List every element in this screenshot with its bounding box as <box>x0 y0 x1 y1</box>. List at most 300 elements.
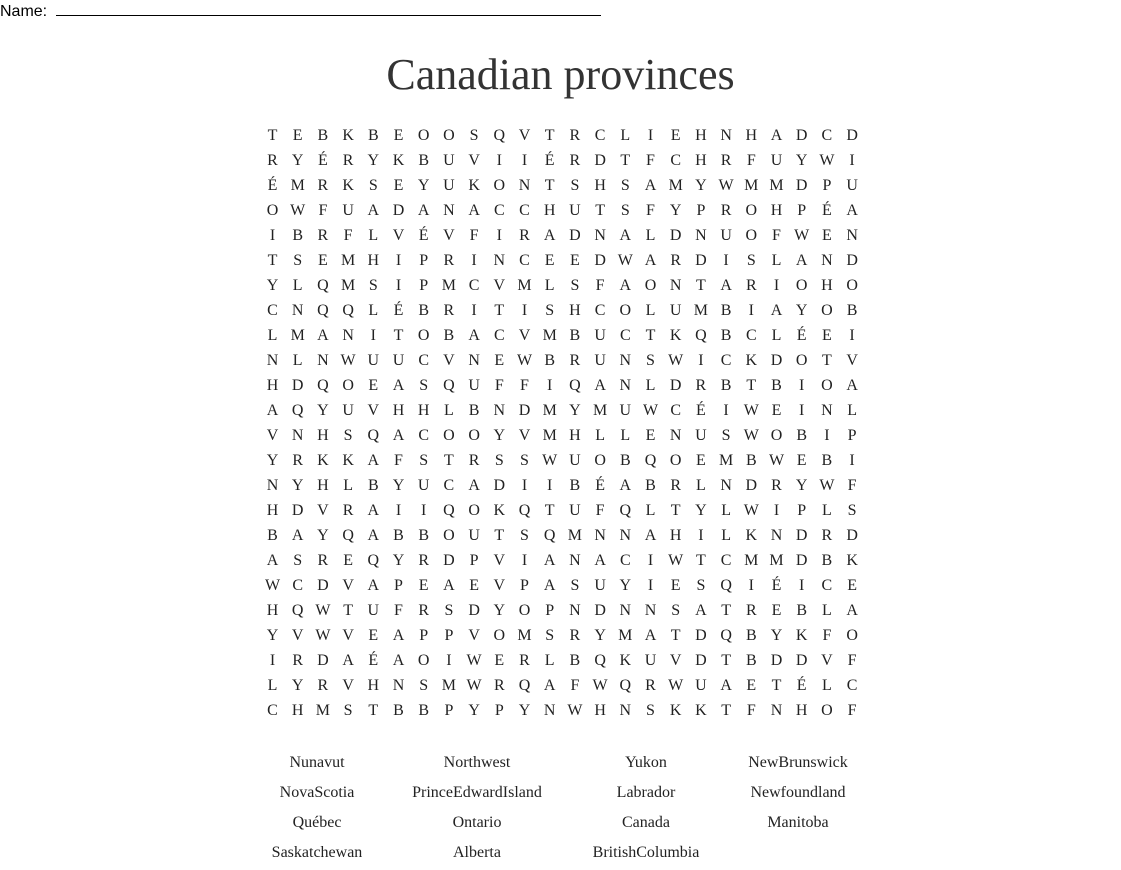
grid-letter: Y <box>518 702 531 719</box>
grid-letter: E <box>343 552 353 569</box>
grid-letter: L <box>721 527 731 544</box>
grid-letter: B <box>821 552 833 569</box>
grid-letter: A <box>266 552 279 569</box>
grid-letter: M <box>769 177 784 194</box>
grid-letter: B <box>443 327 455 344</box>
grid-letter: I <box>471 302 477 319</box>
grid-letter: A <box>392 377 405 394</box>
grid-letter: B <box>393 527 404 544</box>
grid-letter: Q <box>518 677 531 694</box>
grid-letter: V <box>518 327 531 344</box>
grid-letter: L <box>368 227 379 244</box>
grid-letter: B <box>771 377 782 394</box>
grid-letter: R <box>493 677 505 694</box>
grid-letter: A <box>846 602 858 619</box>
grid-letter: E <box>494 352 505 369</box>
grid-letter: O <box>669 452 682 469</box>
grid-letter: C <box>720 552 732 569</box>
grid-letter: A <box>644 527 657 544</box>
grid-letter: S <box>293 552 303 569</box>
grid-letter: K <box>669 327 682 344</box>
grid-letter: R <box>317 677 329 694</box>
grid-letter: A <box>367 202 380 219</box>
grid-letter: O <box>443 127 455 144</box>
grid-letter: Y <box>266 452 279 469</box>
grid-letter: D <box>795 527 808 544</box>
grid-letter: H <box>594 177 606 194</box>
grid-letter: D <box>443 552 455 569</box>
grid-letter: W <box>315 627 331 644</box>
grid-letter: R <box>443 252 455 269</box>
grid-letter: D <box>569 227 581 244</box>
grid-letter: I <box>799 402 805 419</box>
grid-letter: D <box>518 402 531 419</box>
grid-letter: P <box>545 602 555 619</box>
word-bank-item: Newfoundland <box>750 784 846 801</box>
grid-letter: H <box>594 702 606 719</box>
grid-letter: I <box>799 577 805 594</box>
grid-letter: D <box>392 202 405 219</box>
grid-letter: B <box>418 527 430 544</box>
grid-letter: M <box>744 177 759 194</box>
grid-letter: A <box>644 177 657 194</box>
grid-letter: S <box>545 627 555 644</box>
grid-letter: A <box>770 127 783 144</box>
grid-letter: N <box>342 327 354 344</box>
grid-letter: C <box>594 127 606 144</box>
grid-letter: S <box>545 302 555 319</box>
grid-letter: H <box>266 377 279 394</box>
grid-letter: E <box>469 577 479 594</box>
grid-letter: S <box>444 602 454 619</box>
grid-letter: H <box>392 402 405 419</box>
grid-letter: O <box>770 427 783 444</box>
grid-letter: Q <box>367 552 380 569</box>
grid-letter: O <box>821 377 833 394</box>
grid-letter: M <box>441 677 456 694</box>
grid-letter: W <box>315 602 331 619</box>
grid-letter: T <box>746 377 757 394</box>
grid-letter: F <box>343 227 353 244</box>
grid-letter: K <box>795 627 808 644</box>
grid-letter: E <box>418 577 429 594</box>
grid-letter: L <box>595 427 605 444</box>
grid-letter: I <box>849 327 855 344</box>
grid-letter: W <box>642 402 659 419</box>
grid-letter: Y <box>266 277 279 294</box>
grid-letter: A <box>468 477 480 494</box>
grid-letter: E <box>318 252 328 269</box>
grid-letter: H <box>266 502 279 519</box>
grid-letter: C <box>821 127 833 144</box>
grid-letter: R <box>292 652 304 669</box>
grid-letter: N <box>266 352 279 369</box>
grid-letter: L <box>343 477 353 494</box>
grid-letter: R <box>443 302 455 319</box>
grid-letter: D <box>795 652 808 669</box>
grid-letter: É <box>696 402 706 419</box>
grid-letter: N <box>821 252 833 269</box>
grid-letter: M <box>290 177 305 194</box>
grid-letter: N <box>720 477 732 494</box>
grid-letter: D <box>594 252 606 269</box>
grid-letter: A <box>795 252 808 269</box>
grid-letter: S <box>419 677 429 694</box>
grid-letter: D <box>770 652 783 669</box>
grid-letter: S <box>469 127 479 144</box>
grid-letter: M <box>567 527 582 544</box>
grid-letter: É <box>544 152 555 169</box>
grid-letter: Y <box>317 527 329 544</box>
grid-letter: D <box>695 627 707 644</box>
grid-letter: P <box>696 202 706 219</box>
grid-letter: K <box>493 502 506 519</box>
grid-letter: U <box>695 427 707 444</box>
grid-letter: W <box>819 477 835 494</box>
grid-letter: U <box>468 377 480 394</box>
grid-letter: T <box>343 602 353 619</box>
grid-letter: Y <box>266 627 279 644</box>
grid-letter: V <box>291 627 304 644</box>
grid-letter: U <box>392 352 405 369</box>
grid-letter: N <box>770 527 783 544</box>
grid-letter: T <box>544 177 555 194</box>
grid-letter: W <box>542 452 558 469</box>
grid-letter: U <box>644 652 657 669</box>
grid-letter: N <box>543 702 556 719</box>
grid-letter: A <box>619 277 632 294</box>
grid-letter: H <box>745 127 758 144</box>
grid-letter: I <box>647 552 654 569</box>
grid-letter: V <box>518 427 531 444</box>
grid-letter: N <box>594 527 606 544</box>
grid-letter: I <box>496 152 502 169</box>
grid-letter: E <box>696 452 706 469</box>
word-bank-item: Saskatchewan <box>271 844 363 861</box>
grid-letter: D <box>795 127 808 144</box>
grid-letter: I <box>799 377 805 394</box>
grid-letter: L <box>620 127 631 144</box>
grid-letter: N <box>518 177 531 194</box>
grid-letter: S <box>570 577 580 594</box>
grid-letter: V <box>392 227 405 244</box>
grid-letter: E <box>822 227 832 244</box>
grid-letter: V <box>342 577 354 594</box>
grid-letter: U <box>342 202 354 219</box>
grid-letter: I <box>370 327 376 344</box>
grid-letter: É <box>368 652 379 669</box>
grid-letter: S <box>620 202 630 219</box>
grid-letter: B <box>468 402 480 419</box>
grid-letter: N <box>569 552 581 569</box>
grid-letter: D <box>846 527 858 544</box>
grid-letter: R <box>569 152 581 169</box>
grid-letter: F <box>772 227 781 244</box>
grid-letter: O <box>644 277 657 294</box>
grid-letter: V <box>821 652 833 669</box>
grid-letter: W <box>668 552 684 569</box>
grid-letter: D <box>468 602 480 619</box>
grid-letter: F <box>822 627 832 644</box>
grid-letter: C <box>267 302 278 319</box>
grid-letter: L <box>771 252 782 269</box>
grid-letter: R <box>418 602 430 619</box>
grid-letter: H <box>569 427 581 444</box>
grid-letter: R <box>267 152 278 169</box>
grid-letter: I <box>395 502 402 519</box>
grid-letter: L <box>544 277 555 294</box>
grid-letter: W <box>617 252 633 269</box>
grid-letter: C <box>619 327 631 344</box>
grid-letter: T <box>595 202 605 219</box>
grid-letter: M <box>315 702 330 719</box>
grid-letter: U <box>569 502 581 519</box>
grid-letter: B <box>846 302 858 319</box>
grid-letter: A <box>720 677 732 694</box>
grid-letter: É <box>267 177 278 194</box>
grid-letter: M <box>769 552 784 569</box>
grid-letter: W <box>466 652 482 669</box>
grid-letter: O <box>795 277 808 294</box>
grid-letter: B <box>821 452 833 469</box>
grid-letter: K <box>317 452 329 469</box>
word-bank-item: NovaScotia <box>279 784 355 801</box>
word-bank-item: Canada <box>622 814 670 831</box>
grid-letter: I <box>849 152 855 169</box>
grid-letter: V <box>342 677 354 694</box>
grid-letter: C <box>619 552 631 569</box>
grid-letter: Q <box>342 527 354 544</box>
grid-letter: L <box>444 402 454 419</box>
word-bank-item: PrinceEdwardIsland <box>412 784 542 801</box>
grid-letter: R <box>645 677 656 694</box>
grid-letter: Y <box>291 152 304 169</box>
grid-letter: K <box>846 552 858 569</box>
grid-letter: E <box>494 652 505 669</box>
grid-letter: D <box>695 652 707 669</box>
grid-letter: P <box>419 277 429 294</box>
grid-letter: O <box>468 502 480 519</box>
grid-letter: R <box>519 227 530 244</box>
grid-letter: A <box>392 627 405 644</box>
grid-letter: U <box>846 177 858 194</box>
grid-letter: B <box>367 127 379 144</box>
grid-letter: D <box>695 252 707 269</box>
grid-letter: A <box>342 652 354 669</box>
grid-letter: Y <box>795 302 808 319</box>
grid-letter: S <box>494 452 504 469</box>
grid-letter: Y <box>795 477 808 494</box>
grid-letter: W <box>743 427 759 444</box>
grid-letter: B <box>720 327 732 344</box>
grid-letter: A <box>367 452 380 469</box>
grid-letter: É <box>318 152 328 169</box>
grid-letter: D <box>291 502 304 519</box>
grid-letter: F <box>746 702 756 719</box>
grid-letter: N <box>619 702 632 719</box>
grid-letter: Y <box>695 177 707 194</box>
grid-letter: O <box>468 427 480 444</box>
grid-letter: I <box>647 127 654 144</box>
grid-letter: Y <box>619 577 632 594</box>
grid-letter: Y <box>291 477 304 494</box>
grid-letter: A <box>695 602 707 619</box>
grid-letter: N <box>619 602 632 619</box>
grid-letter: M <box>668 177 683 194</box>
name-label: Name: <box>0 3 52 20</box>
grid-letter: Q <box>695 327 707 344</box>
grid-letter: R <box>519 652 530 669</box>
grid-letter: I <box>496 227 502 244</box>
grid-letter: T <box>822 352 832 369</box>
grid-letter: K <box>745 527 758 544</box>
grid-letter: W <box>264 577 281 594</box>
grid-letter: E <box>746 677 757 694</box>
grid-letter: A <box>266 402 279 419</box>
grid-letter: I <box>521 477 528 494</box>
name-field-line <box>0 3 601 21</box>
grid-letter: U <box>342 402 354 419</box>
grid-letter: D <box>846 252 858 269</box>
grid-letter: M <box>517 627 532 644</box>
grid-letter: Y <box>569 402 581 419</box>
grid-letter: F <box>469 227 479 244</box>
grid-letter: É <box>771 577 782 594</box>
grid-letter: T <box>670 627 681 644</box>
grid-letter: T <box>444 452 454 469</box>
grid-letter: O <box>493 177 506 194</box>
grid-letter: E <box>645 427 656 444</box>
grid-letter: N <box>695 227 707 244</box>
grid-letter: S <box>646 352 655 369</box>
grid-letter: I <box>723 402 729 419</box>
grid-letter: S <box>620 177 630 194</box>
grid-letter: D <box>669 227 682 244</box>
grid-letter: S <box>721 427 731 444</box>
grid-letter: N <box>770 702 783 719</box>
grid-letter: S <box>520 452 529 469</box>
word-bank-item: Labrador <box>616 784 676 801</box>
grid-letter: R <box>720 152 732 169</box>
grid-letter: K <box>669 702 682 719</box>
grid-letter: W <box>819 152 835 169</box>
grid-letter: N <box>619 352 632 369</box>
grid-letter: C <box>493 202 505 219</box>
grid-letter: É <box>418 227 429 244</box>
grid-letter: É <box>796 327 807 344</box>
grid-letter: P <box>797 502 807 519</box>
grid-letter: A <box>594 552 606 569</box>
grid-letter: T <box>620 152 631 169</box>
grid-letter: N <box>594 227 606 244</box>
grid-letter: C <box>493 327 505 344</box>
grid-letter: T <box>267 252 278 269</box>
grid-letter: Q <box>317 277 329 294</box>
grid-letter: A <box>644 627 657 644</box>
grid-letter: Q <box>619 677 632 694</box>
grid-letter: C <box>670 402 682 419</box>
grid-letter: É <box>595 477 605 494</box>
grid-letter: C <box>846 677 858 694</box>
grid-letter: V <box>518 127 531 144</box>
grid-letter: B <box>745 652 757 669</box>
grid-letter: A <box>644 252 657 269</box>
grid-letter: Q <box>644 452 657 469</box>
grid-letter: B <box>720 302 732 319</box>
grid-letter: P <box>419 627 429 644</box>
grid-letter: T <box>771 677 782 694</box>
grid-letter: L <box>645 377 656 394</box>
grid-letter: N <box>669 277 682 294</box>
grid-letter: P <box>444 627 454 644</box>
grid-letter: C <box>670 152 682 169</box>
grid-letter: L <box>645 227 656 244</box>
word-bank-item: Ontario <box>452 814 502 831</box>
grid-letter: Y <box>417 177 430 194</box>
grid-letter: Q <box>569 377 581 394</box>
grid-letter: O <box>795 352 808 369</box>
grid-letter: U <box>619 402 632 419</box>
grid-letter: Q <box>443 502 455 519</box>
grid-letter: O <box>493 627 506 644</box>
grid-letter: L <box>544 652 555 669</box>
grid-letter: V <box>846 352 858 369</box>
grid-letter: I <box>748 302 754 319</box>
grid-letter: M <box>441 277 456 294</box>
grid-letter: O <box>443 527 455 544</box>
grid-letter: M <box>340 277 356 294</box>
word-bank-item: Alberta <box>453 844 501 861</box>
grid-letter: B <box>796 427 808 444</box>
grid-letter: T <box>696 552 706 569</box>
grid-letter: M <box>718 452 734 469</box>
grid-letter: O <box>821 302 833 319</box>
grid-letter: F <box>646 152 655 169</box>
grid-letter: I <box>421 502 427 519</box>
grid-letter: P <box>394 577 403 594</box>
grid-letter: A <box>468 202 480 219</box>
word-bank-item: BritishColumbia <box>592 844 700 861</box>
grid-letter: N <box>468 352 480 369</box>
grid-letter: I <box>698 352 704 369</box>
grid-letter: I <box>269 227 276 244</box>
grid-letter: W <box>466 677 482 694</box>
grid-letter: O <box>342 377 354 394</box>
grid-letter: Y <box>594 627 606 644</box>
grid-letter: S <box>368 177 378 194</box>
grid-letter: C <box>443 477 455 494</box>
grid-letter: N <box>619 527 632 544</box>
grid-letter: A <box>392 427 405 444</box>
grid-letter: A <box>770 302 783 319</box>
grid-letter: K <box>619 652 632 669</box>
grid-letter: F <box>520 377 529 394</box>
grid-letter: H <box>291 702 304 719</box>
grid-letter: H <box>821 277 833 294</box>
grid-letter: O <box>417 327 430 344</box>
grid-letter: D <box>594 602 606 619</box>
grid-letter: E <box>822 327 832 344</box>
grid-letter: V <box>342 627 354 644</box>
grid-letter: O <box>745 227 758 244</box>
grid-letter: T <box>368 702 379 719</box>
grid-letter: P <box>822 177 832 194</box>
grid-letter: I <box>748 577 754 594</box>
grid-letter: B <box>418 302 430 319</box>
grid-letter: E <box>771 602 782 619</box>
grid-letter: U <box>594 577 606 594</box>
grid-letter: I <box>395 277 402 294</box>
